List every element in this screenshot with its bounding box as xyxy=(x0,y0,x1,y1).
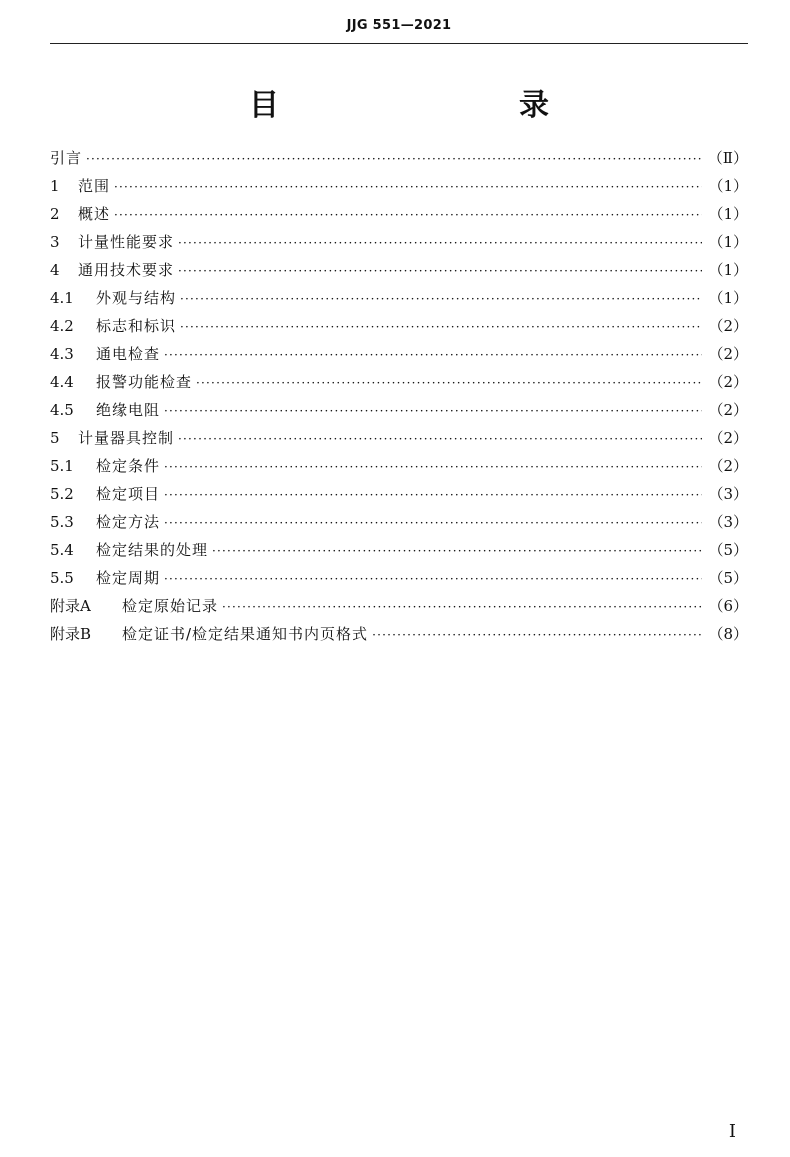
toc-entry-label: 检定证书/检定结果通知书内页格式 xyxy=(122,625,369,643)
toc-entry[interactable] xyxy=(50,564,748,592)
toc-entry[interactable] xyxy=(50,424,748,452)
toc-entry-label: 检定项目 xyxy=(96,485,161,503)
toc-entry-page: （1） xyxy=(708,289,748,307)
toc-entry-label: 范围 xyxy=(78,177,111,195)
toc-dot-leader xyxy=(180,285,702,313)
toc-entry[interactable] xyxy=(50,172,748,200)
toc-entry-label: 检定周期 xyxy=(96,569,161,587)
toc-entry-page: （3） xyxy=(708,513,748,531)
toc-entry[interactable] xyxy=(50,620,748,648)
toc-entry-page: （2） xyxy=(708,345,748,363)
toc-entry[interactable] xyxy=(50,340,748,368)
toc-entry-page: （5） xyxy=(708,569,748,587)
toc-entry-page: （2） xyxy=(708,457,748,475)
toc-dot-leader xyxy=(178,257,702,285)
toc-dot-leader xyxy=(164,565,702,593)
toc-entry-label: 标志和标识 xyxy=(96,317,177,335)
toc-entry[interactable] xyxy=(50,396,748,424)
toc-entry-label: 报警功能检查 xyxy=(96,373,193,391)
toc-entry-number: 附录A xyxy=(50,597,91,615)
toc-entry-page: （1） xyxy=(708,205,748,223)
toc-entry-number: 5.3 xyxy=(50,513,74,531)
toc-entry-number: 5.4 xyxy=(50,541,74,559)
toc-entry-page: （2） xyxy=(708,317,748,335)
toc-entry-page: （5） xyxy=(708,541,748,559)
toc-entry-page: （1） xyxy=(708,261,748,279)
toc-entry-number: 1 xyxy=(50,177,60,195)
toc-dot-leader xyxy=(86,145,702,173)
toc-dot-leader xyxy=(180,313,702,341)
standard-code-header: JJG 551—2021 xyxy=(346,18,452,33)
toc-dot-leader xyxy=(164,453,702,481)
toc-entry-label: 外观与结构 xyxy=(96,289,177,307)
toc-entry[interactable] xyxy=(50,508,748,536)
page-number: I xyxy=(728,1121,736,1142)
toc-dot-leader xyxy=(164,509,702,537)
toc-entry-number: 3 xyxy=(50,233,60,251)
toc-entry-label: 绝缘电阻 xyxy=(96,401,161,419)
toc-entry[interactable] xyxy=(50,536,748,564)
toc-entry-page: （1） xyxy=(708,233,748,251)
toc-entry-number: 5.5 xyxy=(50,569,74,587)
toc-dot-leader xyxy=(178,229,702,257)
toc-entry-label: 计量器具控制 xyxy=(78,429,175,447)
toc-dot-leader xyxy=(222,593,702,621)
toc-entry-number: 5.1 xyxy=(50,457,74,475)
toc-dot-leader xyxy=(178,425,702,453)
toc-entry-page: （6） xyxy=(708,597,748,615)
toc-entry-number: 2 xyxy=(50,205,60,223)
toc-entry[interactable] xyxy=(50,200,748,228)
toc-entry-label: 概述 xyxy=(78,205,111,223)
toc-entry-page: （8） xyxy=(708,625,748,643)
toc-entry-number: 附录B xyxy=(50,625,92,643)
toc-entry-number: 5.2 xyxy=(50,485,74,503)
toc-entry-page: （2） xyxy=(708,373,748,391)
toc-entry[interactable] xyxy=(50,452,748,480)
toc-entry[interactable] xyxy=(50,228,748,256)
toc-entry-page: （2） xyxy=(708,429,748,447)
toc-entry-label: 通电检查 xyxy=(96,345,161,363)
toc-dot-leader xyxy=(164,481,702,509)
toc-entry-number: 5 xyxy=(50,429,60,447)
toc-dot-leader xyxy=(196,369,702,397)
toc-dot-leader xyxy=(114,173,702,201)
toc-dot-leader xyxy=(212,537,702,565)
toc-entry-number: 4.5 xyxy=(50,401,74,419)
toc-dot-leader xyxy=(114,201,702,229)
toc-entry-label: 检定方法 xyxy=(96,513,161,531)
toc-dot-leader xyxy=(372,621,702,649)
toc-entry-page: （2） xyxy=(708,401,748,419)
toc-entry-page: （1） xyxy=(708,177,748,195)
toc-entry-number: 4.3 xyxy=(50,345,74,363)
table-of-contents xyxy=(50,144,748,648)
toc-entry-label: 计量性能要求 xyxy=(78,233,175,251)
toc-dot-leader xyxy=(164,341,702,369)
toc-entry[interactable] xyxy=(50,284,748,312)
toc-entry[interactable] xyxy=(50,144,748,172)
toc-entry-number: 4.2 xyxy=(50,317,74,335)
toc-entry-number: 4 xyxy=(50,261,60,279)
toc-dot-leader xyxy=(164,397,702,425)
toc-entry[interactable] xyxy=(50,480,748,508)
toc-entry-label: 检定结果的处理 xyxy=(96,541,209,559)
toc-entry-label: 检定原始记录 xyxy=(122,597,219,615)
toc-entry[interactable] xyxy=(50,592,748,620)
toc-title: 目 录 xyxy=(249,88,609,123)
toc-entry-page: （3） xyxy=(708,485,748,503)
toc-entry-number: 4.1 xyxy=(50,289,74,307)
toc-entry[interactable] xyxy=(50,256,748,284)
header-rule xyxy=(50,43,748,44)
toc-entry-page: （Ⅱ） xyxy=(707,149,748,167)
toc-entry-label: 检定条件 xyxy=(96,457,161,475)
toc-entry-label: 通用技术要求 xyxy=(78,261,175,279)
toc-entry-label: 引言 xyxy=(50,149,83,167)
toc-entry[interactable] xyxy=(50,312,748,340)
toc-entry[interactable] xyxy=(50,368,748,396)
toc-entry-number: 4.4 xyxy=(50,373,74,391)
